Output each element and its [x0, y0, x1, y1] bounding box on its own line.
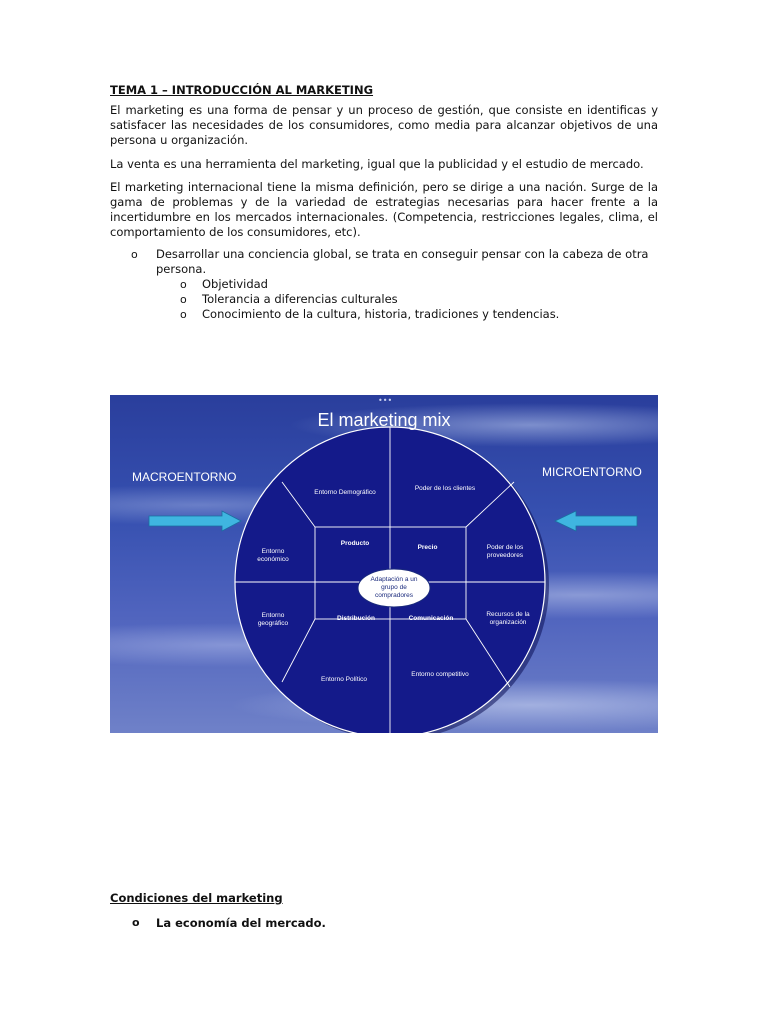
list-item-text: Conocimiento de la cultura, historia, tradiciones y tendencias. — [202, 307, 560, 322]
paragraph-internacional: El marketing internacional tiene la misma definición, pero se dirige a una nación. Surge de la gama de problemas y de la variedad de estrategias necesarias para hacer frente a la incertidumbre en los mercados internacionales. (Competencia, restricciones legales, clima, el comportamiento de los consumidores, etc). — [110, 179, 658, 240]
marketing-mix-figure — [110, 395, 658, 733]
segment-entorno-economico: Entorno económico — [257, 548, 289, 563]
right-arrow-icon — [555, 511, 637, 531]
list-item — [110, 247, 658, 277]
segment-entorno-geografico: Entorno geográfico — [257, 612, 289, 627]
bullet-marker: o — [180, 293, 187, 307]
paragraph-venta: La venta es una herramienta del marketing, igual que la publicidad y el estudio de mercado. — [110, 156, 644, 171]
section-title: Condiciones del marketing — [110, 891, 283, 905]
list-item — [110, 307, 658, 322]
mix-precio: Precio — [417, 544, 438, 551]
decorative-dots: ••• — [378, 396, 393, 405]
segment-recursos-organizacion: Recursos de la organización — [486, 611, 530, 626]
left-arrow-icon — [149, 511, 241, 531]
document-body — [110, 82, 658, 323]
paragraph-definition: El marketing es una forma de pensar y un proceso de gestión, que consiste en identificas y satisfacer las necesidades de los consumidores, como media para alcanzar objetivos de una persona u organización. — [110, 103, 658, 148]
section-list — [110, 915, 658, 931]
bullet-marker: o — [180, 278, 187, 292]
microentorno-label: MICROENTORNO — [542, 465, 642, 479]
segment-entorno-politico: Entorno Político — [321, 676, 367, 683]
list-item — [110, 292, 658, 307]
list-item — [110, 915, 658, 931]
list-item-text: La economía del mercado. — [156, 916, 326, 930]
bullet-marker: o — [180, 308, 187, 322]
marketing-mix-diagram — [110, 395, 658, 733]
list-item-text: Objetividad — [202, 277, 268, 292]
document-title: TEMA 1 – INTRODUCCIÓN AL MARKETING — [110, 83, 374, 97]
list-item-text: Desarrollar una conciencia global, se trata en conseguir pensar con la cabeza de otra persona. — [156, 246, 649, 276]
list-item — [110, 277, 658, 292]
mix-center-text: Adaptación a un grupo de compradores — [370, 576, 418, 599]
figure-title: El marketing mix — [317, 410, 451, 430]
bullet-marker: o — [132, 916, 140, 929]
mix-comunicacion: Comunicación — [408, 615, 454, 622]
bullet-list — [110, 247, 658, 323]
bullet-marker: o — [131, 247, 138, 261]
segment-entorno-competitivo: Entorno competitivo — [411, 671, 469, 678]
mix-distribucion: Distribución — [337, 615, 375, 622]
segment-poder-proveedores: Poder de los proveedores — [486, 544, 524, 559]
mix-producto: Producto — [340, 540, 370, 547]
macroentorno-label: MACROENTORNO — [132, 470, 237, 484]
list-item-text: Tolerancia a diferencias culturales — [202, 292, 398, 307]
segment-entorno-demografico: Entorno Demográfico — [314, 489, 376, 496]
segment-poder-clientes: Poder de los clientes — [414, 485, 476, 492]
